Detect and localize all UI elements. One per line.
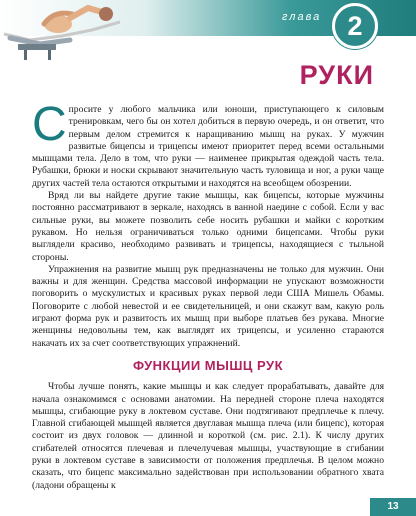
athlete-illustration [0,0,150,60]
page-title: РУКИ [299,60,374,90]
article-body [32,98,384,492]
drop-cap: С [32,98,67,151]
section-heading: ФУНКЦИИ МЫШЦ РУК [132,357,284,373]
section-paragraph-1: Чтобы лучше понять, какие мышцы и как следует прорабатывать, давайте для начала ознакомимся с основами анатомии. На передней стороне плеча находятся мышцы, сгибающие руку в локтевом суставе. Они подтягивают предплечье к плечу. Главной сгибающей мышцей является двуглавая мышца плеча (или бицепс), которая состоит из двух головок — длинной и короткой (см. рис. 2.1). К числу других сгибателей относятся плечевая и плечелучевая мышцы, участвующие в сгибании руки в локтевом суставе в зависимости от положения предплечья. В целом можно сказать, что бицепс максимально задействован при использовании обратного хвата (ладони обращены к [32,381,384,491]
chapter-number-badge: 2 [332,3,378,49]
chapter-label: глава [282,11,322,23]
intro-paragraph-2: Вряд ли вы найдете другие такие мышцы, как бицепсы, которые мужчины постоянно рассматривают в зеркале, находясь в ванной наедине с собой. Если у вас сильные руки, вы можете позволить себе носить рубашки и майки с коротким рукавом. Но нельзя ограничиваться только одними бицепсами. Чтобы руки выглядели красиво, необходимо развивать и трицепсы, находящиеся с тыльной стороны. [32,190,384,263]
intro-paragraph-3: Упражнения на развитие мышц рук предназначены не только для мужчин. Они важны и для женщин. Средства массовой информации не упускают возможности поговорить о мускулистых и красивых руках первой леди США Мишель Обамы. Поговорите с любой невестой и ее свидетельницей, и они скажут вам, какую роль играют форма рук и развитость их мышц при выборе платьев без рукава. Многие женщины недовольны тем, как выглядят их трицепсы, и усиленно стараются накачать их за счет соответствующих упражнений. [32,263,384,349]
intro-paragraph-1-text: просите у любого мальчика или юноши, приступающего к силовым тренировкам, чего бы он хотел добиться в первую очередь, и он ответит, что первым делом стремится к наращиванию мышц на руках. У мужчин развитые бицепсы и трицепсы имеют приоритет перед всеми остальными мышцами тела. Дело в том, что руки — наименее прикрытая одеждой часть тела. Рубашки, брюки и носки скрывают значительную часть туловища и ног, а руки чаще других частей тела остаются открытыми и находятся на всеобщем обозрении. [32,104,384,189]
intro-paragraph-1 [32,98,384,190]
page-number: 13 [370,498,416,516]
